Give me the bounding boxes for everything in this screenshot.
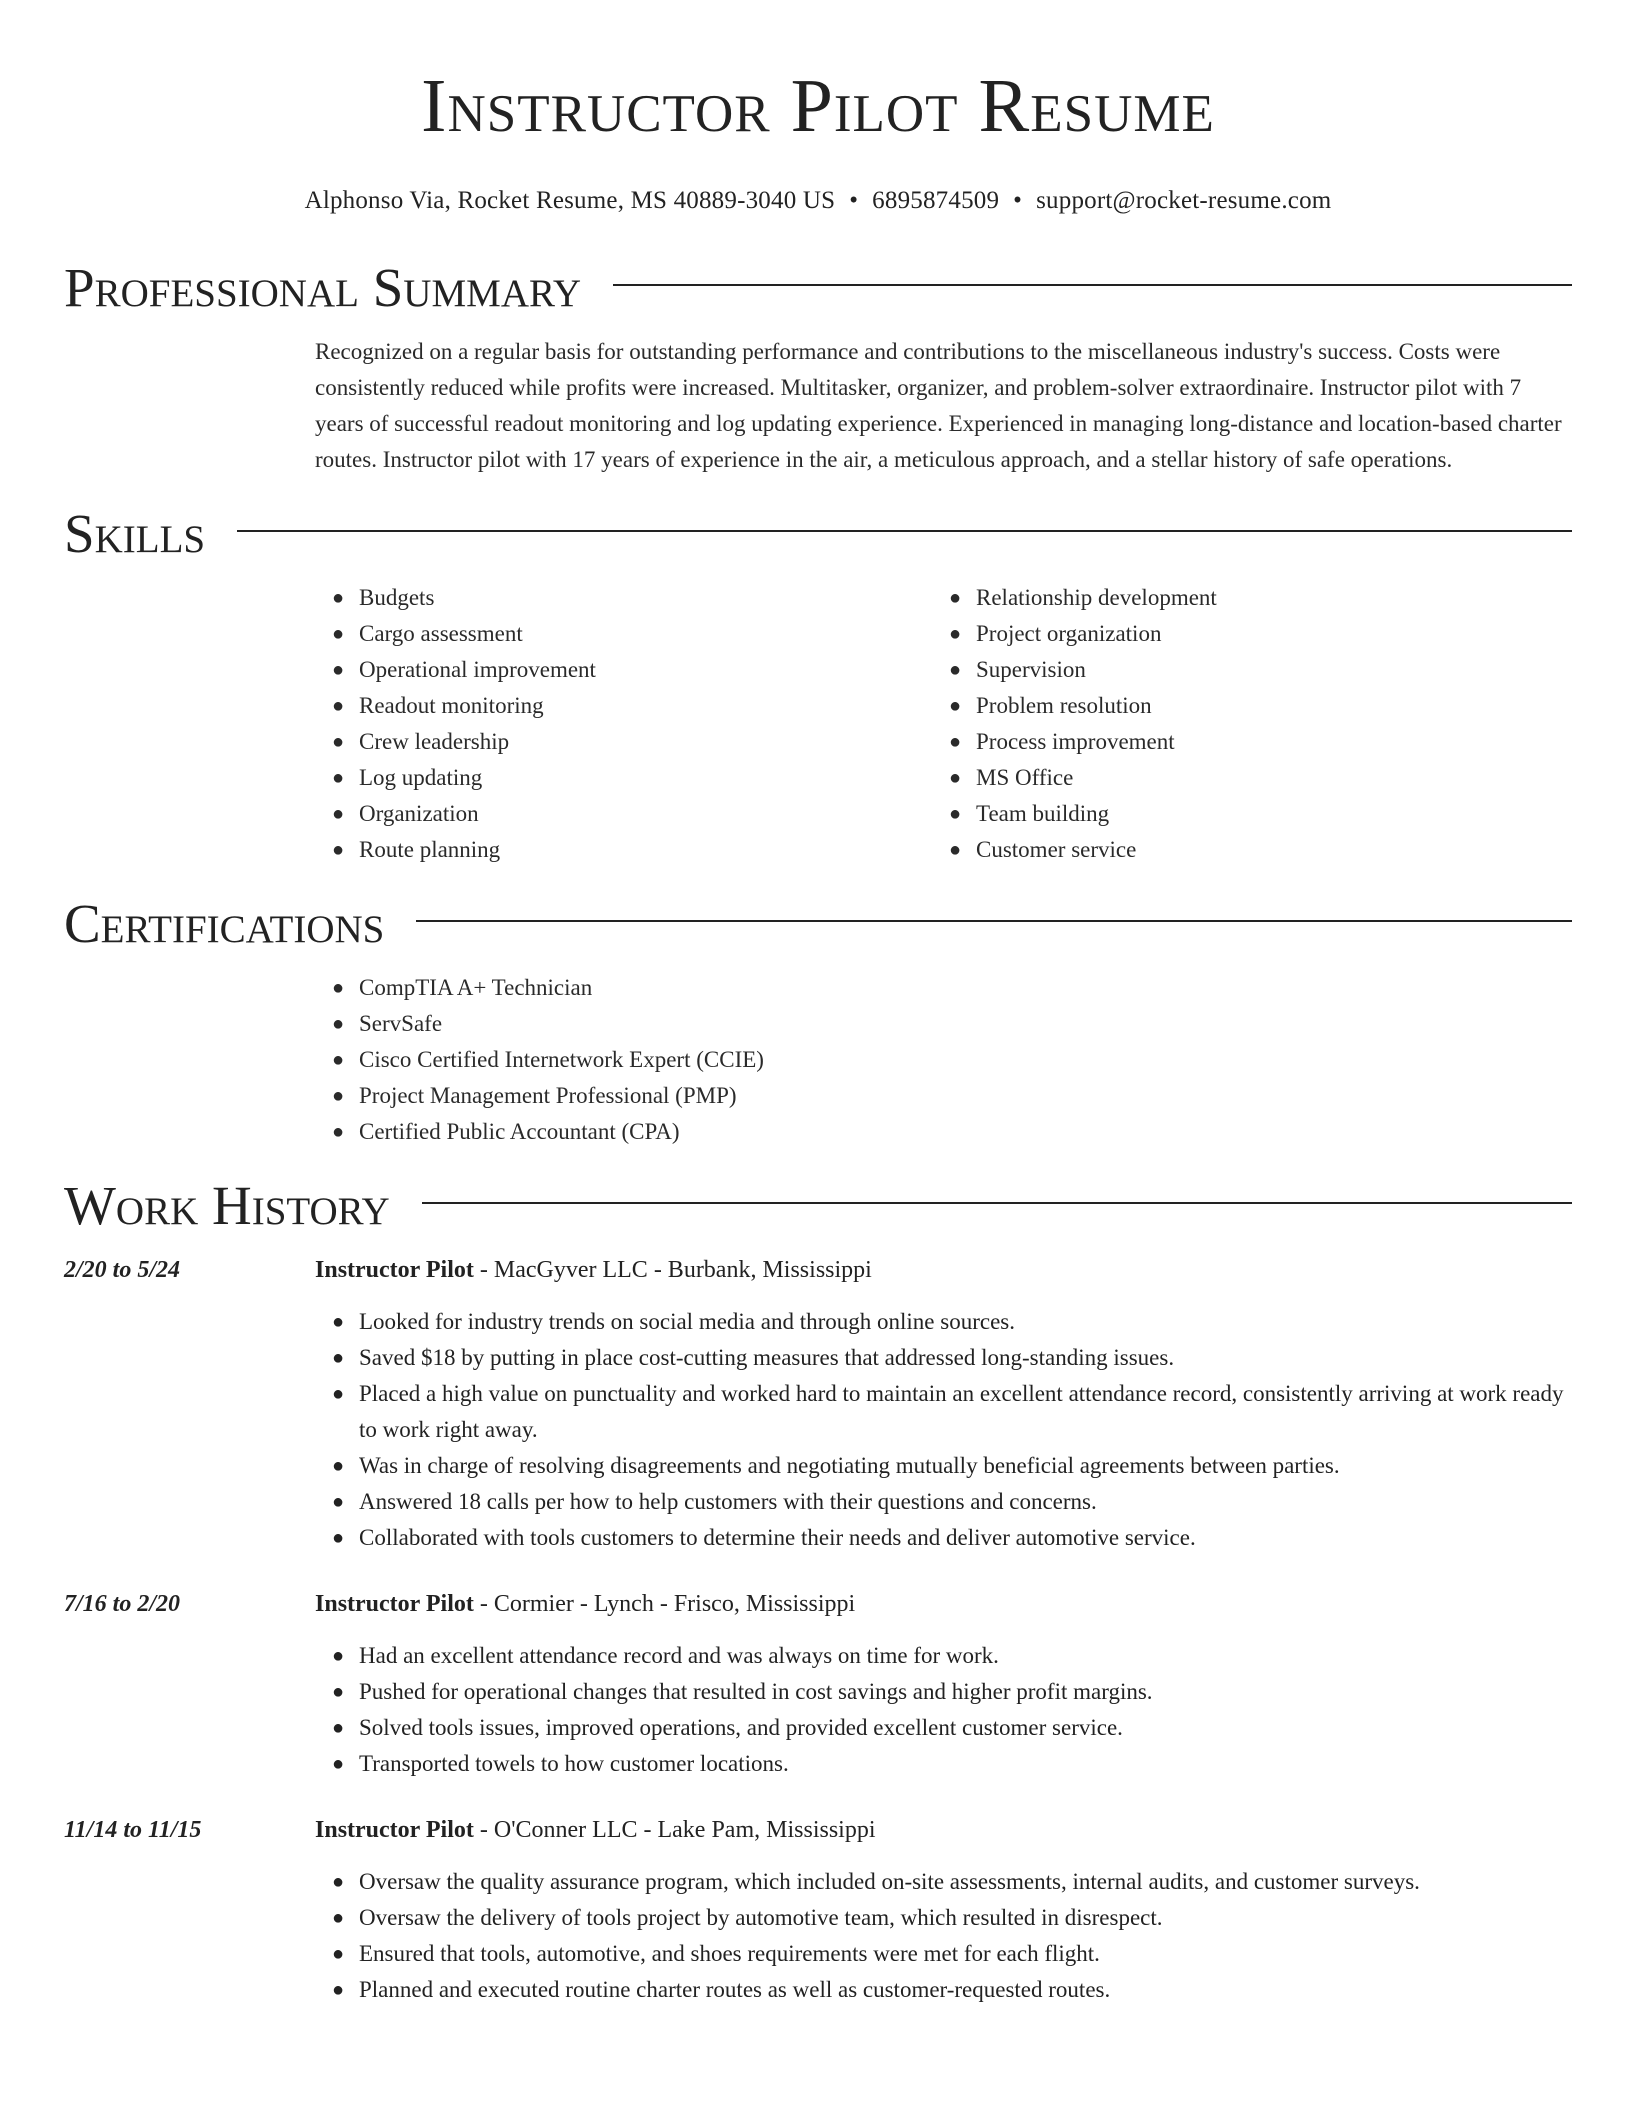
skill-label: Team building (976, 801, 1110, 826)
job-bullet (315, 1864, 1572, 1900)
bullet-icon: ● (949, 839, 962, 861)
page-title: Instructor Pilot Resume (421, 64, 1215, 148)
bullet-icon: ● (332, 1347, 345, 1369)
skill-label: Operational improvement (359, 657, 596, 682)
bullet-icon: ● (332, 1085, 345, 1107)
skills-column-left (315, 580, 932, 868)
job-header (315, 1252, 1572, 1288)
bullet-icon: ● (949, 659, 962, 681)
bullet-icon: ● (332, 1979, 345, 2001)
bullet-icon: ● (332, 1383, 345, 1405)
skill-label: MS Office (976, 765, 1074, 790)
bullet-icon: ● (332, 1717, 345, 1739)
job-details (315, 1586, 1572, 1782)
contact-line (64, 184, 1572, 218)
job-dates: 7/16 to 2/20 (64, 1591, 181, 1617)
certification-item (315, 1006, 1572, 1042)
section-divider (416, 920, 1572, 922)
summary-section (64, 256, 1572, 478)
job-bullet (315, 1900, 1572, 1936)
job-bullet (315, 1376, 1572, 1448)
certification-item (315, 1114, 1572, 1150)
skills-body (315, 580, 1572, 868)
bullet-icon: ● (332, 1311, 345, 1333)
work-history-heading: Work History (64, 1175, 390, 1236)
bullet-icon: ● (332, 1013, 345, 1035)
job-entry (64, 1812, 1572, 2008)
skill-item (932, 724, 1549, 760)
bullet-icon: ● (332, 1491, 345, 1513)
skills-column-right (932, 580, 1549, 868)
job-bullet (315, 1746, 1572, 1782)
job-bullet (315, 1484, 1572, 1520)
job-dates: 2/20 to 5/24 (64, 1257, 181, 1283)
bullet-icon: ● (332, 1943, 345, 1965)
skills-list-left (315, 580, 932, 868)
job-bullet-text: Oversaw the quality assurance program, which included on-site assessments, internal audits, and customer surveys. (359, 1869, 1420, 1894)
skill-item (315, 760, 932, 796)
skill-label: Project organization (976, 621, 1162, 646)
bullet-icon: ● (332, 1681, 345, 1703)
work-history-body (64, 1252, 1572, 2008)
bullet-icon: ● (949, 695, 962, 717)
bullet-icon: ● (332, 1455, 345, 1477)
skill-label: Route planning (359, 837, 501, 862)
bullet-icon: ● (949, 623, 962, 645)
bullet-icon: ● (332, 1907, 345, 1929)
job-details (315, 1812, 1572, 2008)
bullet-icon: ● (949, 731, 962, 753)
certification-label: Cisco Certified Internetwork Expert (CCIE) (359, 1047, 764, 1072)
job-employer: - O'Conner LLC - Lake Pam, Mississippi (473, 1817, 876, 1843)
job-employer: - MacGyver LLC - Burbank, Mississippi (473, 1257, 872, 1283)
skill-item (932, 616, 1549, 652)
summary-heading: Professional Summary (64, 257, 582, 318)
bullet-icon: ● (332, 1527, 345, 1549)
skill-item (315, 616, 932, 652)
job-header (315, 1586, 1572, 1622)
bullet-icon: ● (332, 659, 345, 681)
job-bullet (315, 1936, 1572, 1972)
work-history-header (64, 1174, 1572, 1238)
skill-label: Supervision (976, 657, 1086, 682)
job-bullet (315, 1520, 1572, 1556)
contact-separator: • (1013, 187, 1023, 214)
job-bullet-text: Solved tools issues, improved operations, and provided excellent customer service. (359, 1715, 1123, 1740)
contact-email: support@rocket-resume.com (1036, 187, 1332, 214)
skill-item (932, 760, 1549, 796)
bullet-icon: ● (332, 695, 345, 717)
job-bullet-text: Pushed for operational changes that resulted in cost savings and higher profit margins. (359, 1679, 1153, 1704)
job-bullet (315, 1304, 1572, 1340)
skill-item (315, 688, 932, 724)
bullet-icon: ● (949, 587, 962, 609)
bullet-icon: ● (332, 803, 345, 825)
certifications-header (64, 892, 1572, 956)
certifications-body (315, 970, 1572, 1150)
job-bullet-text: Oversaw the delivery of tools project by automotive team, which resulted in disrespect. (359, 1905, 1163, 1930)
bullet-icon: ● (949, 803, 962, 825)
job-bullet (315, 1638, 1572, 1674)
certification-item (315, 970, 1572, 1006)
section-divider (237, 530, 1572, 532)
certification-item (315, 1078, 1572, 1114)
bullet-icon: ● (332, 623, 345, 645)
summary-body (315, 334, 1572, 478)
work-history-section (64, 1174, 1572, 2008)
skill-item (315, 724, 932, 760)
skill-label: Process improvement (976, 729, 1175, 754)
certification-label: Project Management Professional (PMP) (359, 1083, 737, 1108)
bullet-icon: ● (332, 587, 345, 609)
skill-item (315, 652, 932, 688)
job-bullet-text: Had an excellent attendance record and was always on time for work. (359, 1643, 999, 1668)
skill-label: Organization (359, 801, 479, 826)
job-details (315, 1252, 1572, 1556)
job-bullet-text: Placed a high value on punctuality and worked hard to maintain an excellent attendance record, consistently arriving at work ready to work right away. (359, 1381, 1564, 1442)
bullet-icon: ● (332, 839, 345, 861)
certification-label: ServSafe (359, 1011, 443, 1036)
job-dates: 11/14 to 11/15 (64, 1817, 202, 1843)
skills-section (64, 502, 1572, 868)
job-bullets (315, 1304, 1572, 1556)
section-divider (422, 1202, 1572, 1204)
bullet-icon: ● (332, 1871, 345, 1893)
contact-separator: • (849, 187, 859, 214)
bullet-icon: ● (332, 1753, 345, 1775)
certifications-section (64, 892, 1572, 1150)
contact-address: Alphonso Via, Rocket Resume, MS 40889-3040 US (304, 187, 836, 214)
skill-item (315, 832, 932, 868)
job-bullet (315, 1448, 1572, 1484)
bullet-icon: ● (332, 1645, 345, 1667)
job-bullet-text: Answered 18 calls per how to help customers with their questions and concerns. (359, 1489, 1097, 1514)
job-bullet (315, 1674, 1572, 1710)
job-entry (64, 1586, 1572, 1782)
job-bullet (315, 1710, 1572, 1746)
bullet-icon: ● (332, 977, 345, 999)
summary-text: Recognized on a regular basis for outstanding performance and contributions to the miscellaneous industry's success. Costs were consistently reduced while profits were increased. Multitasker, organizer, and problem-solver extraordinaire. Instructor pilot with 7 years of successful readout monitoring and log updating experience. Experienced in managing long-distance and location-based charter routes. Instructor pilot with 17 years of experience in the air, a meticulous approach, and a stellar history of safe operations. (315, 339, 1562, 472)
job-entry (64, 1252, 1572, 1556)
job-bullet-text: Saved $18 by putting in place cost-cutting measures that addressed long-standing issues. (359, 1345, 1175, 1370)
bullet-icon: ● (332, 1121, 345, 1143)
skill-label: Problem resolution (976, 693, 1152, 718)
job-bullet (315, 1972, 1572, 2008)
job-bullet-text: Ensured that tools, automotive, and shoes requirements were met for each flight. (359, 1941, 1100, 1966)
job-role: Instructor Pilot (315, 1257, 474, 1283)
skills-heading: Skills (64, 503, 206, 564)
job-bullet-text: Looked for industry trends on social media and through online sources. (359, 1309, 1015, 1334)
skill-label: Cargo assessment (359, 621, 523, 646)
bullet-icon: ● (332, 731, 345, 753)
skills-list-right (932, 580, 1549, 868)
bullet-icon: ● (332, 767, 345, 789)
skill-item (932, 580, 1549, 616)
skill-item (315, 796, 932, 832)
skill-item (932, 652, 1549, 688)
bullet-icon: ● (949, 767, 962, 789)
skill-label: Readout monitoring (359, 693, 544, 718)
certification-item (315, 1042, 1572, 1078)
job-employer: - Cormier - Lynch - Frisco, Mississippi (473, 1591, 856, 1617)
job-bullet (315, 1340, 1572, 1376)
certifications-heading: Certifications (64, 893, 385, 954)
certifications-list (315, 970, 1572, 1150)
skill-item (932, 688, 1549, 724)
summary-header (64, 256, 1572, 320)
job-bullet-text: Was in charge of resolving disagreements and negotiating mutually beneficial agreements between parties. (359, 1453, 1340, 1478)
skill-label: Customer service (976, 837, 1137, 862)
skill-label: Crew leadership (359, 729, 510, 754)
bullet-icon: ● (332, 1049, 345, 1071)
certification-label: Certified Public Accountant (CPA) (359, 1119, 680, 1144)
job-bullet-text: Transported towels to how customer locations. (359, 1751, 789, 1776)
skill-label: Budgets (359, 585, 435, 610)
skill-label: Log updating (359, 765, 483, 790)
contact-phone: 6895874509 (872, 187, 1000, 214)
section-divider (613, 284, 1572, 286)
job-role: Instructor Pilot (315, 1591, 474, 1617)
job-role: Instructor Pilot (315, 1817, 474, 1843)
certification-label: CompTIA A+ Technician (359, 975, 593, 1000)
job-bullet-text: Collaborated with tools customers to determine their needs and deliver automotive service. (359, 1525, 1196, 1550)
skill-item (932, 832, 1549, 868)
job-bullets (315, 1864, 1572, 2008)
job-bullets (315, 1638, 1572, 1782)
skill-label: Relationship development (976, 585, 1217, 610)
job-header (315, 1812, 1572, 1848)
job-bullet-text: Planned and executed routine charter routes as well as customer-requested routes. (359, 1977, 1111, 2002)
skill-item (315, 580, 932, 616)
skills-header (64, 502, 1572, 566)
skill-item (932, 796, 1549, 832)
